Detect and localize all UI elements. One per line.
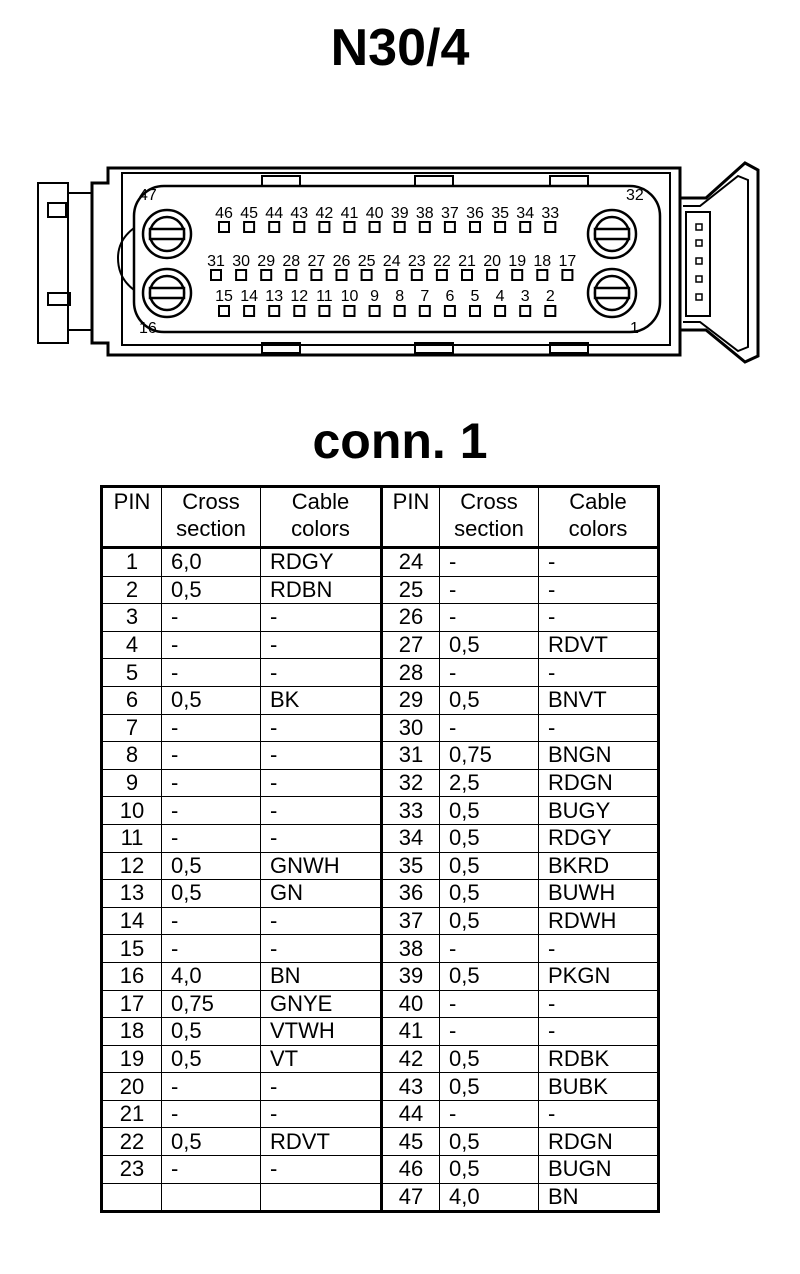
table-cell-cc-b: - <box>539 659 659 687</box>
table-cell-cc-a: - <box>261 1073 382 1101</box>
table-cell-cc-b: BUGN <box>539 1156 659 1184</box>
table-cell-cs-b: 0,5 <box>440 1128 539 1156</box>
pin-label: 12 <box>290 288 309 305</box>
pin-label: 42 <box>315 205 334 222</box>
table-cell-cc-a: - <box>261 824 382 852</box>
table-row <box>102 742 659 770</box>
table-cell-cs-b: - <box>440 1018 539 1046</box>
table-cell-cs-a: 0,5 <box>162 1128 261 1156</box>
pin-socket <box>311 270 321 280</box>
table-cell-pin-b: 25 <box>382 576 440 604</box>
pin-label: 2 <box>545 288 555 305</box>
pin-label: 4 <box>495 288 505 305</box>
pin-socket <box>545 306 555 316</box>
pin-label: 27 <box>307 253 326 270</box>
table-cell-cs-b: - <box>440 548 539 577</box>
table-cell-cs-a: - <box>162 604 261 632</box>
pin-socket <box>370 222 380 232</box>
pin-label: 17 <box>558 253 577 270</box>
table-cell-pin-b: 30 <box>382 714 440 742</box>
table-row <box>102 576 659 604</box>
table-cell-pin-a: 17 <box>102 990 162 1018</box>
pin-label: 18 <box>533 253 552 270</box>
table-cell-cc-a <box>261 1183 382 1212</box>
table-cell-pin-a: 20 <box>102 1073 162 1101</box>
table-cell-pin-a: 1 <box>102 548 162 577</box>
pin-socket <box>345 306 355 316</box>
table-cell-cs-a: 0,5 <box>162 1045 261 1073</box>
table-cell-pin-b: 47 <box>382 1183 440 1212</box>
pin-label: 11 <box>316 288 333 305</box>
table-cell-cc-b: BUGY <box>539 797 659 825</box>
pin-socket <box>211 270 221 280</box>
table-cell-cs-b: - <box>440 990 539 1018</box>
table-cell-pin-a: 5 <box>102 659 162 687</box>
table-cell-pin-b: 36 <box>382 880 440 908</box>
table-row <box>102 1045 659 1073</box>
table-row <box>102 686 659 714</box>
table-cell-pin-b: 32 <box>382 769 440 797</box>
table-row <box>102 797 659 825</box>
pin-socket <box>445 306 455 316</box>
pin-socket <box>294 306 304 316</box>
table-cell-cs-b: 0,5 <box>440 907 539 935</box>
pin-socket <box>470 306 480 316</box>
pin-label: 7 <box>420 288 430 305</box>
pin-socket <box>420 222 430 232</box>
pin-socket <box>244 306 254 316</box>
pin-label: 14 <box>240 288 258 305</box>
pin-socket <box>219 306 229 316</box>
table-cell-pin-a: 7 <box>102 714 162 742</box>
table-cell-pin-b: 41 <box>382 1018 440 1046</box>
pin-label: 31 <box>207 253 225 270</box>
table-cell-pin-b: 42 <box>382 1045 440 1073</box>
table-cell-cc-b: - <box>539 1018 659 1046</box>
table-cell-pin-b: 38 <box>382 935 440 963</box>
table-cell-cs-a: 0,75 <box>162 990 261 1018</box>
table-cell-pin-a: 23 <box>102 1156 162 1184</box>
table-cell-cc-a: - <box>261 659 382 687</box>
pin-label: 39 <box>390 205 409 222</box>
table-cell-cs-a: 0,5 <box>162 1018 261 1046</box>
table-row <box>102 1073 659 1101</box>
table-cell-pin-b: 26 <box>382 604 440 632</box>
table-cell-cc-b: RDGN <box>539 769 659 797</box>
pin-label: 30 <box>232 253 250 270</box>
table-cell-cc-b: - <box>539 548 659 577</box>
table-body <box>102 548 659 1212</box>
pin-assignment-table <box>100 485 660 1213</box>
table-cell-cc-b: BNVT <box>539 686 659 714</box>
table-cell-pin-b: 46 <box>382 1156 440 1184</box>
table-row <box>102 880 659 908</box>
pin-label: 28 <box>282 253 301 270</box>
table-cell-cc-a: GN <box>261 880 382 908</box>
pin-label: 22 <box>433 253 451 270</box>
table-cell-cc-a: VT <box>261 1045 382 1073</box>
table-cell-cc-a: - <box>261 1100 382 1128</box>
power-pin-47 <box>143 210 191 258</box>
table-cell-pin-a: 11 <box>102 824 162 852</box>
table-row <box>102 1183 659 1212</box>
header-pin-left: PIN <box>102 487 162 548</box>
pin-socket <box>261 270 271 280</box>
table-cell-cs-b: 0,5 <box>440 962 539 990</box>
header-cross-section-right: Cross section <box>440 487 539 548</box>
pin-label: 3 <box>520 288 530 305</box>
corner-label-top-right: 32 <box>626 187 644 204</box>
table-cell-cs-b: 0,75 <box>440 742 539 770</box>
table-cell-cc-b: BUBK <box>539 1073 659 1101</box>
table-row <box>102 714 659 742</box>
pin-socket <box>395 306 405 316</box>
table-cell-cc-b: - <box>539 604 659 632</box>
pin-label: 44 <box>265 205 284 222</box>
table-cell-cc-b: - <box>539 990 659 1018</box>
table-cell-cs-b: 0,5 <box>440 631 539 659</box>
table-cell-pin-b: 40 <box>382 990 440 1018</box>
table-row <box>102 631 659 659</box>
table-cell-pin-a: 3 <box>102 604 162 632</box>
table-cell-pin-b: 44 <box>382 1100 440 1128</box>
pin-socket <box>470 222 480 232</box>
pin-socket <box>236 270 246 280</box>
table-row <box>102 769 659 797</box>
table-row <box>102 1128 659 1156</box>
table-cell-cc-b: BNGN <box>539 742 659 770</box>
table-cell-cc-a: - <box>261 604 382 632</box>
table-cell-cs-a: 6,0 <box>162 548 261 577</box>
table-cell-cc-b: RDBK <box>539 1045 659 1073</box>
pin-socket <box>370 306 380 316</box>
table-cell-pin-b: 28 <box>382 659 440 687</box>
table-row <box>102 1156 659 1184</box>
pin-socket <box>462 270 472 280</box>
pin-label: 6 <box>445 288 455 305</box>
table-cell-cs-b: 0,5 <box>440 797 539 825</box>
table-cell-pin-a: 18 <box>102 1018 162 1046</box>
table-cell-cc-a: VTWH <box>261 1018 382 1046</box>
table-cell-cc-b: BKRD <box>539 852 659 880</box>
table-cell-cs-b: 2,5 <box>440 769 539 797</box>
pin-label: 15 <box>215 288 233 305</box>
table-cell-pin-b: 24 <box>382 548 440 577</box>
table-cell-cc-b: RDGY <box>539 824 659 852</box>
pin-label: 45 <box>240 205 258 222</box>
pin-socket <box>437 270 447 280</box>
pin-label: 38 <box>415 205 434 222</box>
table-cell-pin-a: 6 <box>102 686 162 714</box>
pin-label: 34 <box>516 205 535 222</box>
table-cell-cc-b: - <box>539 1100 659 1128</box>
table-cell-cc-b: RDGN <box>539 1128 659 1156</box>
table-row <box>102 548 659 577</box>
table-cell-cs-b: - <box>440 1100 539 1128</box>
pin-socket <box>412 270 422 280</box>
table-cell-pin-b: 33 <box>382 797 440 825</box>
table-cell-cc-a: - <box>261 797 382 825</box>
table-cell-cc-b: BN <box>539 1183 659 1212</box>
pin-socket <box>520 222 530 232</box>
table-cell-pin-a: 2 <box>102 576 162 604</box>
table-cell-pin-a: 4 <box>102 631 162 659</box>
table-cell-pin-a: 14 <box>102 907 162 935</box>
pin-label: 33 <box>541 205 560 222</box>
table-cell-cc-a: RDVT <box>261 1128 382 1156</box>
table-cell-cc-a: - <box>261 742 382 770</box>
table-row <box>102 852 659 880</box>
table-cell-cc-b: RDVT <box>539 631 659 659</box>
pin-socket <box>487 270 497 280</box>
table-cell-pin-b: 27 <box>382 631 440 659</box>
table-cell-cc-a: - <box>261 714 382 742</box>
table-cell-cc-a: - <box>261 769 382 797</box>
table-cell-cc-b: RDWH <box>539 907 659 935</box>
pin-socket <box>362 270 372 280</box>
table-cell-pin-a: 15 <box>102 935 162 963</box>
pin-label: 36 <box>466 205 484 222</box>
table-cell-cc-a: BK <box>261 686 382 714</box>
table-cell-cc-a: - <box>261 935 382 963</box>
pin-label: 20 <box>483 253 501 270</box>
pin-socket <box>387 270 397 280</box>
power-pin-32 <box>588 210 636 258</box>
table-row <box>102 990 659 1018</box>
pin-socket <box>269 222 279 232</box>
pin-socket <box>445 222 455 232</box>
table-cell-cs-b: - <box>440 604 539 632</box>
pin-socket <box>495 222 505 232</box>
pin-socket <box>319 306 329 316</box>
table-cell-cc-b: PKGN <box>539 962 659 990</box>
table-cell-cs-b: 4,0 <box>440 1183 539 1212</box>
table-cell-cs-b: 0,5 <box>440 852 539 880</box>
table-cell-pin-b: 34 <box>382 824 440 852</box>
power-pin-1 <box>588 269 636 317</box>
table-cell-pin-a: 16 <box>102 962 162 990</box>
table-cell-cs-a: - <box>162 742 261 770</box>
table-cell-cs-a: 0,5 <box>162 852 261 880</box>
pin-label: 40 <box>365 205 384 222</box>
connector-drawing <box>0 150 800 380</box>
pin-socket <box>219 222 229 232</box>
header-cable-colors-left: Cable colors <box>261 487 382 548</box>
table-cell-cc-b: - <box>539 576 659 604</box>
pin-label: 5 <box>470 288 480 305</box>
table-cell-cs-a: - <box>162 1073 261 1101</box>
pin-socket <box>520 306 530 316</box>
table-row <box>102 962 659 990</box>
table-row <box>102 659 659 687</box>
pin-socket <box>244 222 254 232</box>
header-cross-section-left: Cross section <box>162 487 261 548</box>
pin-label: 26 <box>332 253 351 270</box>
table-cell-cc-b: BUWH <box>539 880 659 908</box>
table-cell-cc-a: GNWH <box>261 852 382 880</box>
table-row <box>102 935 659 963</box>
table-cell-cs-a: - <box>162 659 261 687</box>
header-pin-right: PIN <box>382 487 440 548</box>
table-cell-cc-a: RDGY <box>261 548 382 577</box>
pin-label: 41 <box>340 205 359 222</box>
table-cell-cs-b: - <box>440 714 539 742</box>
table-cell-pin-a <box>102 1183 162 1212</box>
pin-socket <box>319 222 329 232</box>
table-cell-pin-a: 19 <box>102 1045 162 1073</box>
table-cell-cs-a: 0,5 <box>162 576 261 604</box>
table-cell-cs-a: - <box>162 797 261 825</box>
table-cell-pin-b: 35 <box>382 852 440 880</box>
pin-label: 25 <box>357 253 376 270</box>
pin-socket <box>395 222 405 232</box>
table-header-row <box>102 487 659 548</box>
table-cell-cc-a: - <box>261 631 382 659</box>
table-cell-pin-b: 29 <box>382 686 440 714</box>
pin-grid <box>207 205 576 316</box>
table-cell-cc-a: - <box>261 907 382 935</box>
table-cell-cs-a: - <box>162 631 261 659</box>
table-cell-cs-a: - <box>162 935 261 963</box>
table-row <box>102 604 659 632</box>
pin-label: 23 <box>407 253 426 270</box>
pin-socket <box>286 270 296 280</box>
connector-subtitle: conn. 1 <box>312 413 488 469</box>
table-cell-pin-b: 43 <box>382 1073 440 1101</box>
pin-label: 19 <box>508 253 527 270</box>
table-cell-cs-a <box>162 1183 261 1212</box>
pin-socket <box>420 306 430 316</box>
table-cell-pin-a: 12 <box>102 852 162 880</box>
table-cell-pin-b: 45 <box>382 1128 440 1156</box>
table-cell-cc-b: - <box>539 935 659 963</box>
table-row <box>102 907 659 935</box>
table-cell-cc-a: BN <box>261 962 382 990</box>
pin-label: 21 <box>458 253 476 270</box>
table-cell-cs-a: 0,5 <box>162 686 261 714</box>
table-row <box>102 1018 659 1046</box>
table-cell-cs-a: - <box>162 769 261 797</box>
table-row <box>102 824 659 852</box>
table-cell-pin-a: 13 <box>102 880 162 908</box>
pin-socket <box>537 270 547 280</box>
table-cell-pin-b: 39 <box>382 962 440 990</box>
table-cell-cs-a: 0,5 <box>162 880 261 908</box>
pin-socket <box>495 306 505 316</box>
table-cell-pin-b: 31 <box>382 742 440 770</box>
pin-label: 29 <box>257 253 276 270</box>
table-cell-cs-a: - <box>162 1100 261 1128</box>
table-cell-cs-b: - <box>440 659 539 687</box>
pin-label: 46 <box>215 205 233 222</box>
table-cell-pin-b: 37 <box>382 907 440 935</box>
table-cell-cs-a: - <box>162 907 261 935</box>
pin-socket <box>337 270 347 280</box>
pin-label: 43 <box>290 205 309 222</box>
table-cell-pin-a: 22 <box>102 1128 162 1156</box>
table-cell-cs-a: 4,0 <box>162 962 261 990</box>
pin-label: 8 <box>395 288 405 305</box>
table-cell-cs-b: - <box>440 576 539 604</box>
pin-label: 10 <box>340 288 359 305</box>
table-cell-cs-b: 0,5 <box>440 686 539 714</box>
pin-label: 9 <box>370 288 380 305</box>
table-cell-cs-b: 0,5 <box>440 1045 539 1073</box>
corner-label-bottom-left: 16 <box>139 320 157 337</box>
pin-label: 35 <box>491 205 509 222</box>
table-cell-cs-b: - <box>440 935 539 963</box>
table-cell-cc-a: - <box>261 1156 382 1184</box>
pin-socket <box>545 222 555 232</box>
pin-label: 37 <box>441 205 459 222</box>
table-cell-cs-b: 0,5 <box>440 880 539 908</box>
pin-socket <box>294 222 304 232</box>
power-pin-16 <box>143 269 191 317</box>
table-cell-cc-a: RDBN <box>261 576 382 604</box>
table-cell-cs-a: - <box>162 714 261 742</box>
table-cell-cs-b: 0,5 <box>440 1156 539 1184</box>
table-cell-pin-a: 21 <box>102 1100 162 1128</box>
pin-socket <box>512 270 522 280</box>
table-cell-cs-b: 0,5 <box>440 1073 539 1101</box>
table-cell-cs-a: - <box>162 824 261 852</box>
table-cell-cc-a: GNYE <box>261 990 382 1018</box>
table-cell-pin-a: 8 <box>102 742 162 770</box>
header-cable-colors-right: Cable colors <box>539 487 659 548</box>
table-cell-cs-b: 0,5 <box>440 824 539 852</box>
diagram-title: N30/4 <box>330 19 470 77</box>
pin-label: 24 <box>382 253 401 270</box>
corner-label-bottom-right: 1 <box>630 320 639 337</box>
pin-label: 13 <box>265 288 284 305</box>
table-cell-cs-a: - <box>162 1156 261 1184</box>
pin-socket <box>269 306 279 316</box>
pin-socket <box>562 270 572 280</box>
pin-socket <box>345 222 355 232</box>
table-row <box>102 1100 659 1128</box>
table-cell-cc-b: - <box>539 714 659 742</box>
corner-label-top-left: 47 <box>139 187 157 204</box>
table-cell-pin-a: 9 <box>102 769 162 797</box>
table-cell-pin-a: 10 <box>102 797 162 825</box>
